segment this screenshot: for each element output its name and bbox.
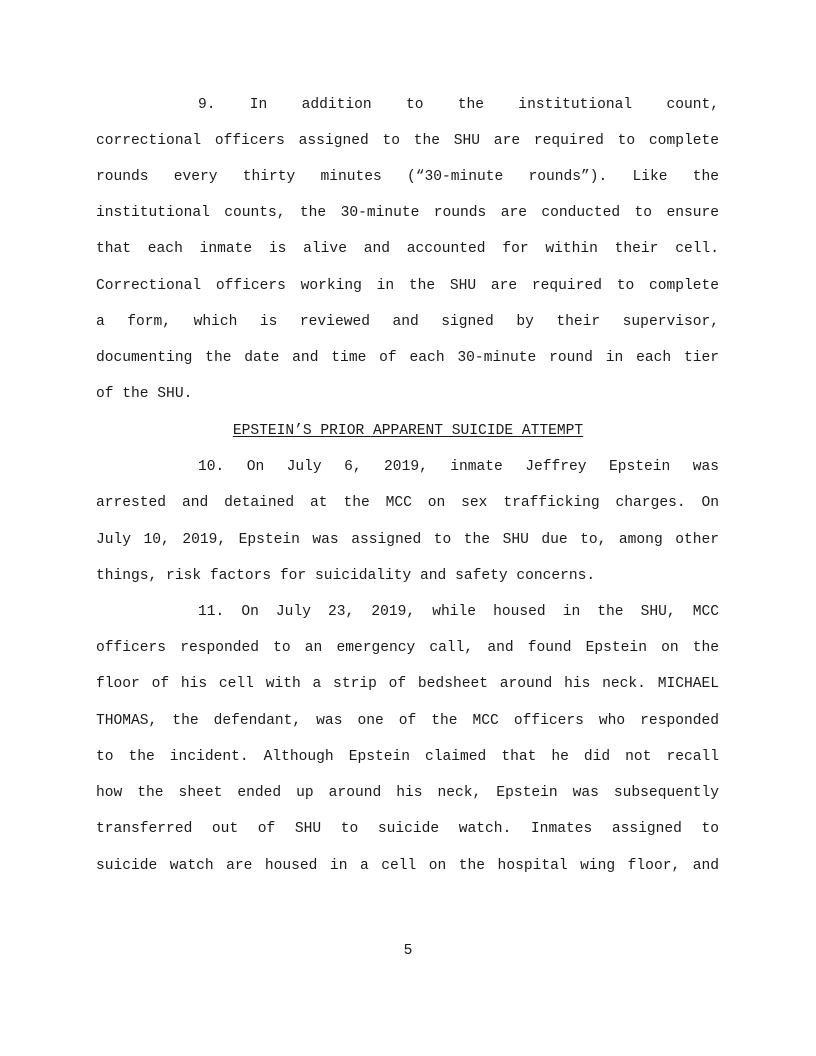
paragraph-line: floor of his cell with a strip of bedsheet around his neck. MICHAEL [96, 676, 719, 692]
section-heading [0, 421, 816, 441]
page-number: 5 [403, 943, 413, 959]
paragraph-line: rounds every thirty minutes (“30-minute rounds”). Like the [96, 169, 719, 185]
paragraph-line: Correctional officers working in the SHU are required to complete [96, 278, 719, 294]
paragraph-line: correctional officers assigned to the SHU are required to complete [96, 133, 719, 149]
paragraph-line: July 10, 2019, Epstein was assigned to the SHU due to, among other [96, 532, 719, 548]
paragraph-line: a form, which is reviewed and signed by their supervisor, [96, 314, 719, 330]
paragraph-line: arrested and detained at the MCC on sex trafficking charges. On [96, 495, 719, 511]
paragraph-line: 11. On July 23, 2019, while housed in the SHU, MCC [198, 604, 719, 620]
paragraph-line: how the sheet ended up around his neck, Epstein was subsequently [96, 785, 719, 801]
paragraph-line: that each inmate is alive and accounted for within their cell. [96, 241, 719, 257]
paragraph-line: of the SHU. [96, 386, 193, 402]
paragraph-line: documenting the date and time of each 30-minute round in each tier [96, 350, 719, 366]
paragraph-line: transferred out of SHU to suicide watch. Inmates assigned to [96, 821, 719, 837]
paragraph-line: officers responded to an emergency call, and found Epstein on the [96, 640, 719, 656]
paragraph-line: 10. On July 6, 2019, inmate Jeffrey Epstein was [198, 459, 719, 475]
paragraph-line: to the incident. Although Epstein claimed that he did not recall [96, 749, 719, 765]
section-heading-text: EPSTEIN’S PRIOR APPARENT SUICIDE ATTEMPT [232, 423, 584, 439]
paragraph-line: 9. In addition to the institutional count, [198, 97, 719, 113]
paragraph-line: things, risk factors for suicidality and safety concerns. [96, 568, 596, 584]
paragraph-line: suicide watch are housed in a cell on the hospital wing floor, and [96, 858, 719, 874]
paragraph-line: THOMAS, the defendant, was one of the MCC officers who responded [96, 713, 719, 729]
paragraph-line: institutional counts, the 30-minute rounds are conducted to ensure [96, 205, 719, 221]
